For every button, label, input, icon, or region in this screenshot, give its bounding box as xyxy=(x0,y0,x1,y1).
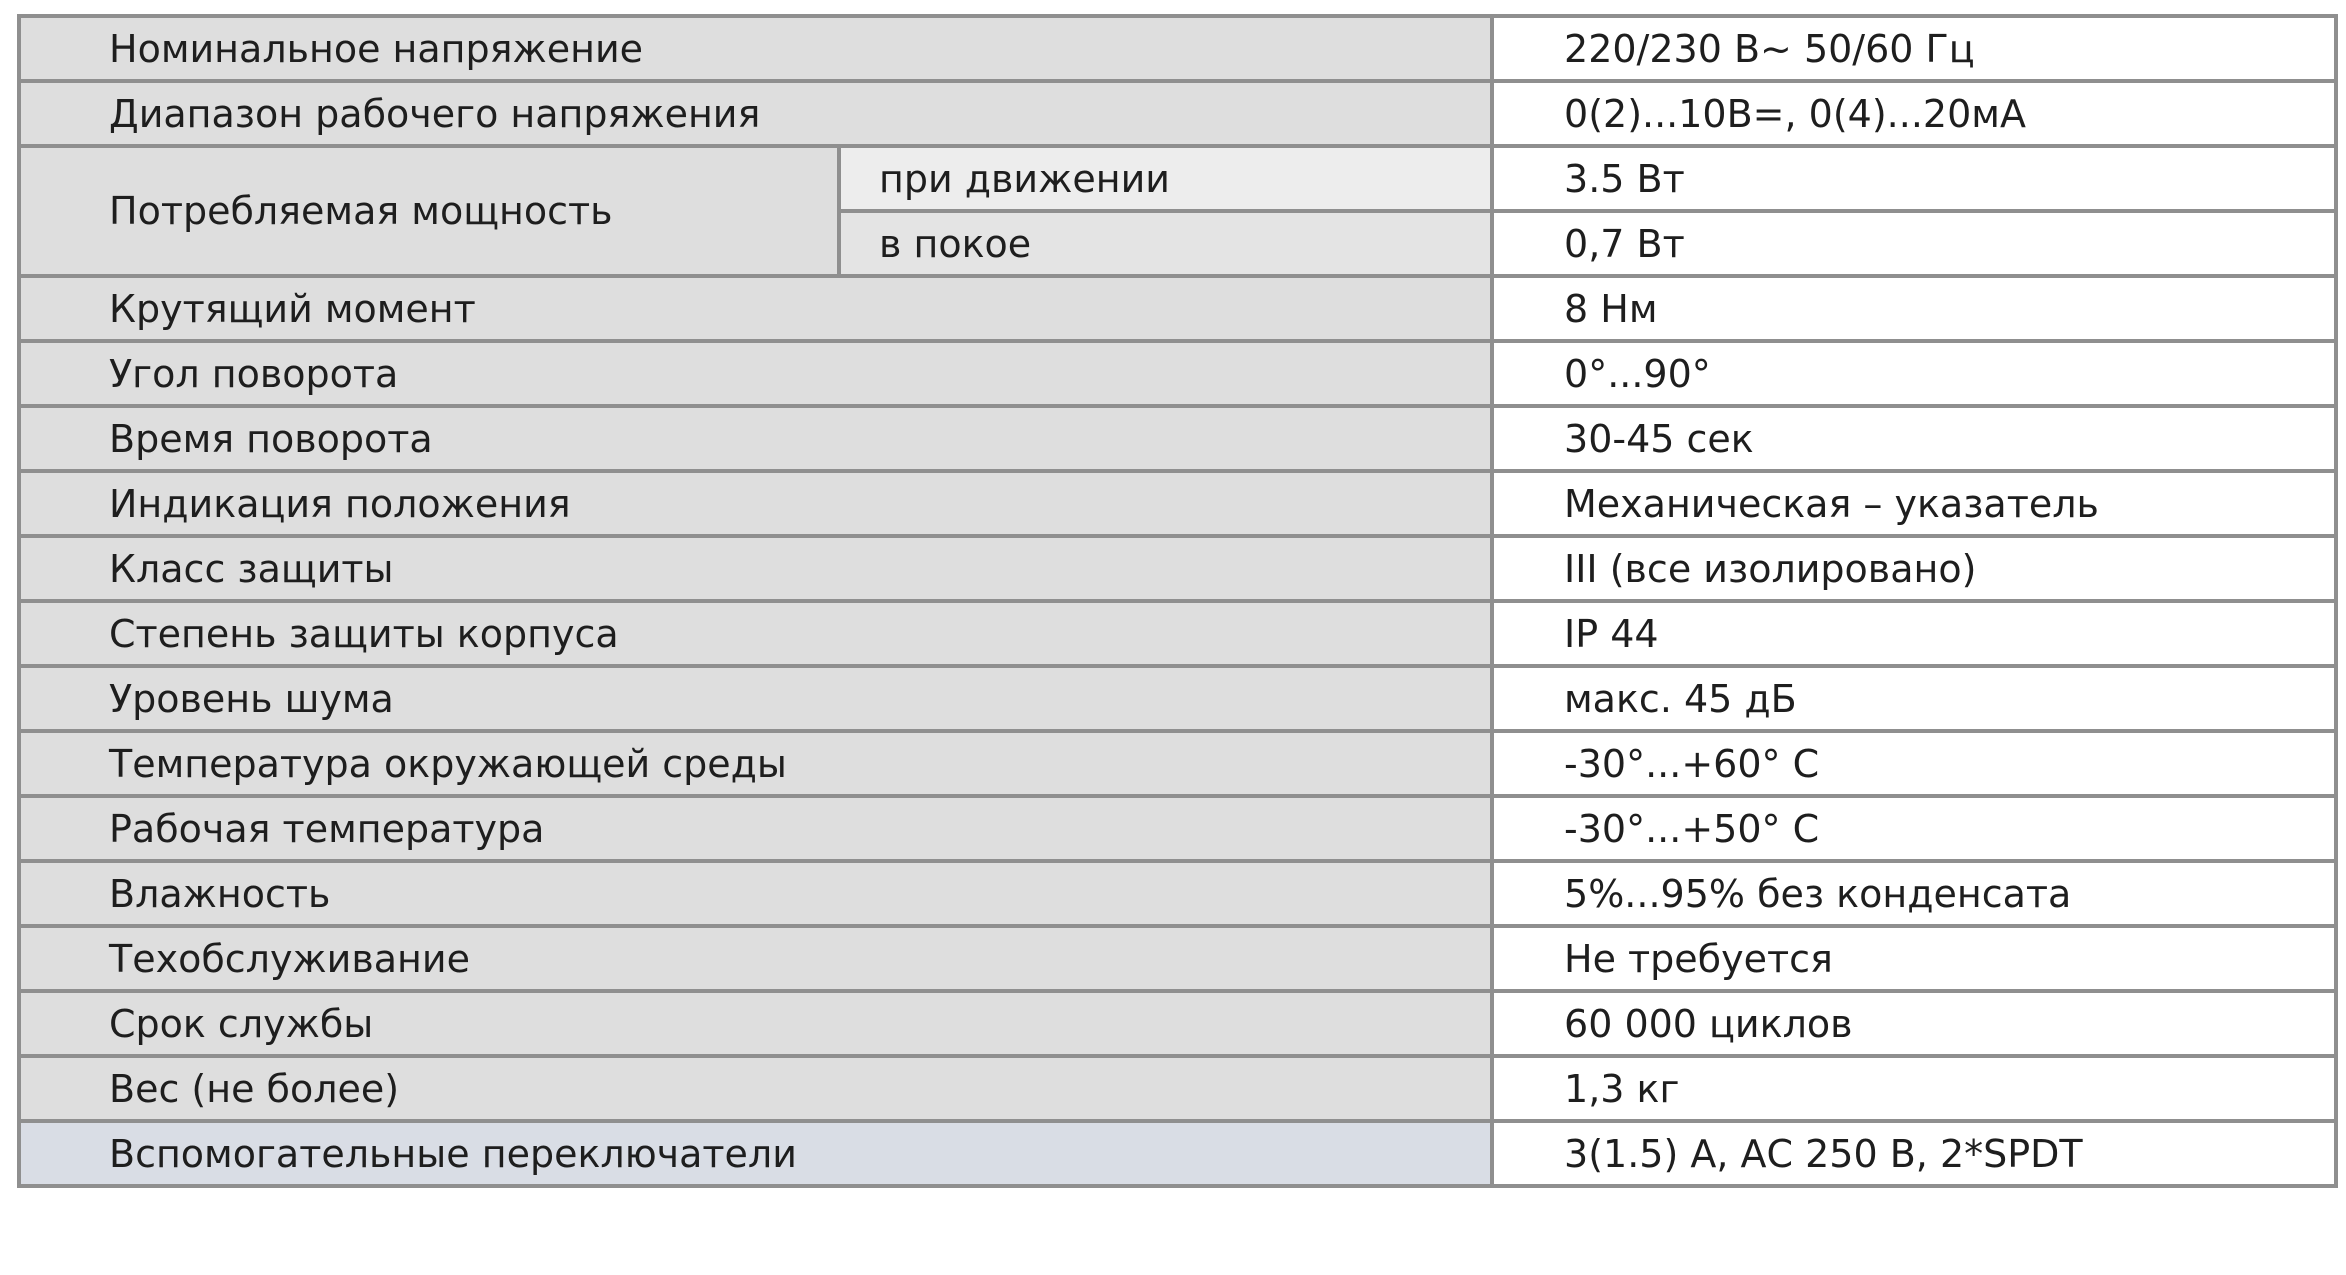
table-row xyxy=(19,81,2336,146)
table-row xyxy=(19,926,2336,991)
param-label: Угол поворота xyxy=(19,341,1492,406)
power-label: Потребляемая мощность xyxy=(19,146,839,276)
param-label: Класс защиты xyxy=(19,536,1492,601)
power-moving-label: при движении xyxy=(839,146,1492,211)
param-value: 3(1.5) А, АС 250 В, 2*SPDT xyxy=(1492,1121,2336,1186)
param-label: Вес (не более) xyxy=(19,1056,1492,1121)
param-value: III (все изолировано) xyxy=(1492,536,2336,601)
param-label: Рабочая температура xyxy=(19,796,1492,861)
param-label: Температура окружающей среды xyxy=(19,731,1492,796)
param-label: Время поворота xyxy=(19,406,1492,471)
table-row xyxy=(19,146,2336,211)
param-label: Диапазон рабочего напряжения xyxy=(19,81,1492,146)
param-value: 8 Нм xyxy=(1492,276,2336,341)
param-value: Механическая – указатель xyxy=(1492,471,2336,536)
table-row xyxy=(19,1056,2336,1121)
power-idle-value: 0,7 Вт xyxy=(1492,211,2336,276)
param-label: Техобслуживание xyxy=(19,926,1492,991)
param-value: IP 44 xyxy=(1492,601,2336,666)
param-label: Степень защиты корпуса xyxy=(19,601,1492,666)
table-row xyxy=(19,536,2336,601)
table-row xyxy=(19,601,2336,666)
spec-table xyxy=(17,14,2338,1188)
param-value: -30°...+60° С xyxy=(1492,731,2336,796)
table-row xyxy=(19,731,2336,796)
param-value: 60 000 циклов xyxy=(1492,991,2336,1056)
param-value: 1,3 кг xyxy=(1492,1056,2336,1121)
param-label: Индикация положения xyxy=(19,471,1492,536)
power-idle-label: в покое xyxy=(839,211,1492,276)
table-row xyxy=(19,341,2336,406)
param-label: Вспомогательные переключатели xyxy=(19,1121,1492,1186)
param-label: Уровень шума xyxy=(19,666,1492,731)
param-value: 0(2)...10В=, 0(4)...20мА xyxy=(1492,81,2336,146)
param-value: макс. 45 дБ xyxy=(1492,666,2336,731)
param-label: Влажность xyxy=(19,861,1492,926)
table-row xyxy=(19,861,2336,926)
table-row xyxy=(19,406,2336,471)
param-label: Крутящий момент xyxy=(19,276,1492,341)
table-row xyxy=(19,16,2336,81)
param-value: Не требуется xyxy=(1492,926,2336,991)
table-row xyxy=(19,1121,2336,1186)
table-row xyxy=(19,796,2336,861)
param-value: 5%...95% без конденсата xyxy=(1492,861,2336,926)
table-row xyxy=(19,471,2336,536)
param-value: -30°...+50° С xyxy=(1492,796,2336,861)
table-row xyxy=(19,276,2336,341)
param-label: Срок службы xyxy=(19,991,1492,1056)
power-moving-value: 3.5 Вт xyxy=(1492,146,2336,211)
param-value: 220/230 В~ 50/60 Гц xyxy=(1492,16,2336,81)
table-row xyxy=(19,991,2336,1056)
param-value: 30-45 сек xyxy=(1492,406,2336,471)
param-value: 0°...90° xyxy=(1492,341,2336,406)
param-label: Номинальное напряжение xyxy=(19,16,1492,81)
table-row xyxy=(19,666,2336,731)
